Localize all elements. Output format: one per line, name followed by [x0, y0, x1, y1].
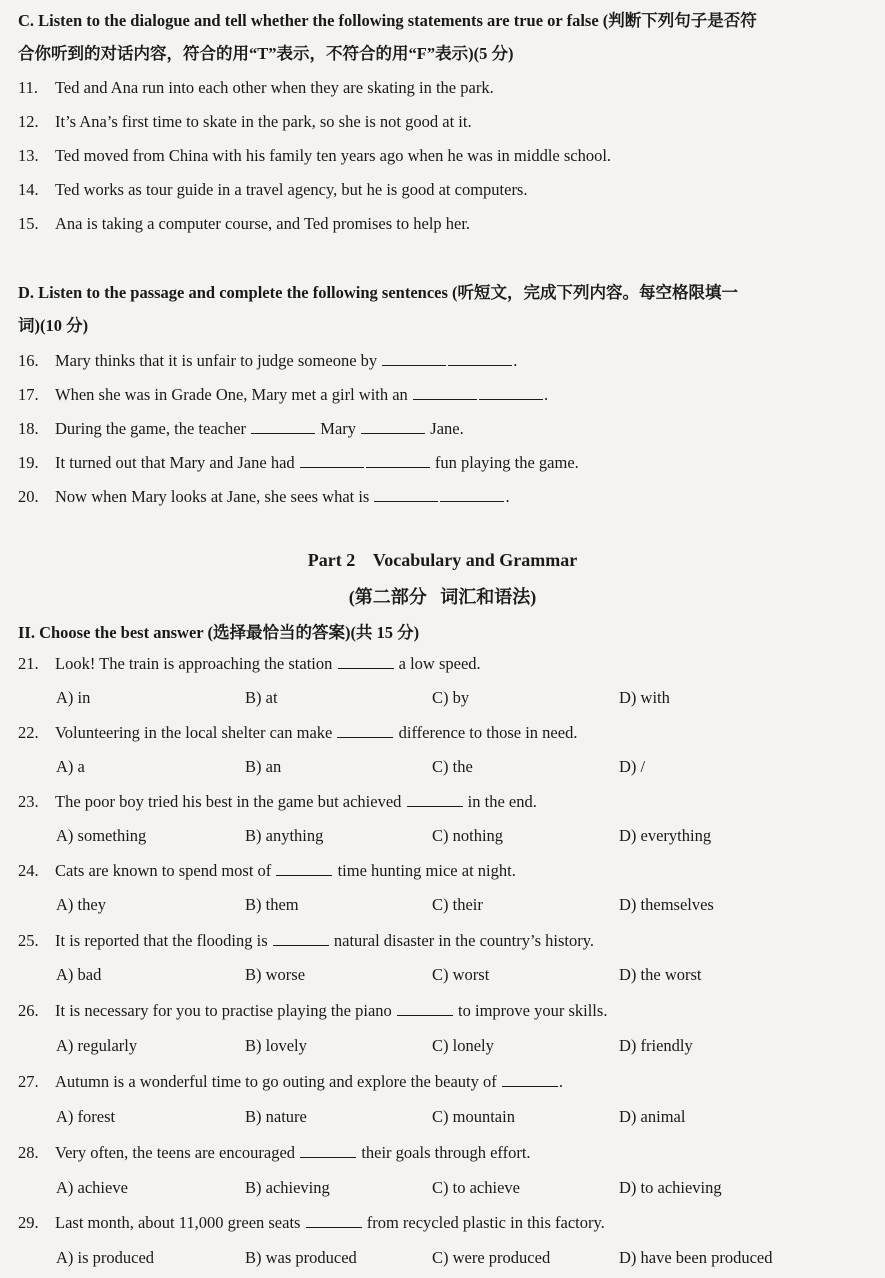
question-21: [18, 653, 868, 675]
option-c[interactable]: C) worst: [432, 965, 490, 984]
option-a[interactable]: A) a: [56, 757, 85, 776]
question-text: Very often, the teens are encouraged: [55, 1143, 296, 1162]
question-number: 23.: [18, 792, 39, 811]
answer-blank[interactable]: [273, 931, 329, 946]
options-25: [0, 965, 885, 987]
answer-blank[interactable]: [413, 385, 477, 400]
question-25: [18, 930, 868, 952]
question-text: Ted and Ana run into each other when they are skating in the park.: [55, 78, 494, 97]
question-text: The poor boy tried his best in the game but achieved: [55, 792, 402, 811]
question-number: 15.: [18, 214, 39, 233]
question-text: Ted moved from China with his family ten years ago when he was in middle school.: [55, 146, 612, 165]
answer-blank[interactable]: [374, 487, 438, 502]
option-b[interactable]: B) an: [245, 757, 282, 776]
option-c[interactable]: C) by: [432, 688, 470, 707]
question-17: [18, 384, 868, 406]
option-a[interactable]: A) is produced: [56, 1248, 155, 1267]
option-c[interactable]: C) their: [432, 895, 483, 914]
question-text-end: a low speed.: [398, 654, 481, 673]
question-text: It is necessary for you to practise playing the piano: [55, 1001, 392, 1020]
option-c[interactable]: C) mountain: [432, 1107, 515, 1126]
question-text: Volunteering in the local shelter can make: [55, 723, 333, 742]
option-d[interactable]: D) to achieving: [619, 1178, 722, 1197]
question-number: 28.: [18, 1143, 39, 1162]
option-b[interactable]: B) nature: [245, 1107, 307, 1126]
options-24: [0, 895, 885, 917]
answer-blank[interactable]: [361, 419, 425, 434]
options-22: [0, 757, 885, 779]
question-text: It’s Ana’s first time to skate in the park, so she is not good at it.: [55, 112, 472, 131]
question-text-end: from recycled plastic in this factory.: [366, 1213, 605, 1232]
option-a[interactable]: A) they: [56, 895, 106, 914]
question-number: 24.: [18, 861, 39, 880]
answer-blank[interactable]: [407, 792, 463, 807]
question-number: 21.: [18, 654, 39, 673]
option-d[interactable]: D) with: [619, 688, 670, 707]
question-16: [18, 350, 868, 372]
answer-blank[interactable]: [448, 351, 512, 366]
options-26: [0, 1036, 885, 1058]
option-b[interactable]: B) lovely: [245, 1036, 307, 1055]
question-text: Last month, about 11,000 green seats: [55, 1213, 301, 1232]
question-18: [18, 418, 868, 440]
option-b[interactable]: B) achieving: [245, 1178, 330, 1197]
option-a[interactable]: A) in: [56, 688, 91, 707]
question-19: [18, 452, 868, 474]
question-text: Mary thinks that it is unfair to judge someone by: [55, 351, 378, 370]
answer-blank[interactable]: [276, 861, 332, 876]
options-29: [0, 1248, 885, 1270]
question-27: [18, 1071, 868, 1093]
question-20: [18, 486, 868, 508]
question-text-end: difference to those in need.: [398, 723, 578, 742]
question-text: It turned out that Mary and Jane had: [55, 453, 295, 472]
option-b[interactable]: B) worse: [245, 965, 306, 984]
question-number: 12.: [18, 112, 39, 131]
question-13: [18, 145, 868, 167]
section-d-heading-line2: 词)(10 分): [18, 316, 89, 335]
option-d[interactable]: D) everything: [619, 826, 712, 845]
question-text-end: their goals through effort.: [361, 1143, 531, 1162]
option-c[interactable]: C) were produced: [432, 1248, 551, 1267]
answer-blank[interactable]: [479, 385, 543, 400]
option-c[interactable]: C) lonely: [432, 1036, 494, 1055]
answer-blank[interactable]: [300, 453, 364, 468]
question-12: [18, 111, 868, 133]
section-d-heading-line1: D. Listen to the passage and complete the following sentences (听短文，完成下列内容。每空格限填一: [18, 283, 739, 302]
section-c-heading: [18, 4, 868, 70]
option-c[interactable]: C) to achieve: [432, 1178, 520, 1197]
option-b[interactable]: B) anything: [245, 826, 324, 845]
option-b[interactable]: B) them: [245, 895, 299, 914]
part-2-subtitle: (第二部分 词汇和语法): [348, 587, 537, 607]
question-11: [18, 77, 868, 99]
option-a[interactable]: A) achieve: [56, 1178, 128, 1197]
option-a[interactable]: A) regularly: [56, 1036, 138, 1055]
answer-blank[interactable]: [502, 1072, 558, 1087]
question-number: 13.: [18, 146, 39, 165]
question-text-end: .: [558, 1072, 563, 1091]
section-ii-heading: II. Choose the best answer (选择最恰当的答案)(共 15 分): [18, 623, 420, 642]
question-text-end: fun playing the game.: [434, 453, 579, 472]
option-d[interactable]: D) animal: [619, 1107, 686, 1126]
option-d[interactable]: D) the worst: [619, 965, 702, 984]
question-number: 29.: [18, 1213, 39, 1232]
option-d[interactable]: D) themselves: [619, 895, 714, 914]
question-text-end: time hunting mice at night.: [337, 861, 516, 880]
answer-blank[interactable]: [306, 1213, 362, 1228]
question-number: 25.: [18, 931, 39, 950]
question-29: [18, 1212, 868, 1234]
question-number: 20.: [18, 487, 39, 506]
question-text: Look! The train is approaching the station: [55, 654, 333, 673]
question-text: Now when Mary looks at Jane, she sees what is: [55, 487, 370, 506]
section-c-heading-line1: C. Listen to the dialogue and tell whether the following statements are true or false (判断下列句子是否符: [18, 11, 757, 30]
answer-blank[interactable]: [366, 453, 430, 468]
options-27: [0, 1107, 885, 1129]
option-b[interactable]: B) at: [245, 688, 278, 707]
question-number: 19.: [18, 453, 39, 472]
question-text: Ted works as tour guide in a travel agency, but he is good at computers.: [55, 180, 528, 199]
option-d[interactable]: D) /: [619, 757, 646, 776]
part-2-title: Part 2 Vocabulary and Grammar: [307, 550, 578, 570]
question-text: It is reported that the flooding is: [55, 931, 268, 950]
option-d[interactable]: D) have been produced: [619, 1248, 773, 1267]
question-text-end: in the end.: [467, 792, 537, 811]
question-number: 26.: [18, 1001, 39, 1020]
question-text: Autumn is a wonderful time to go outing and explore the beauty of: [55, 1072, 497, 1091]
question-number: 18.: [18, 419, 39, 438]
question-15: [18, 213, 868, 235]
question-number: 16.: [18, 351, 39, 370]
question-text: Ana is taking a computer course, and Ted promises to help her.: [55, 214, 471, 233]
question-text: Cats are known to spend most of: [55, 861, 272, 880]
answer-blank[interactable]: [397, 1001, 453, 1016]
option-c[interactable]: C) the: [432, 757, 473, 776]
question-number: 14.: [18, 180, 39, 199]
question-number: 17.: [18, 385, 39, 404]
answer-blank[interactable]: [382, 351, 446, 366]
section-c-heading-line2: 合你听到的对话内容，符合的用“T”表示，不符合的用“F”表示)(5 分): [18, 44, 514, 63]
section-d-heading: [18, 276, 868, 342]
answer-blank[interactable]: [440, 487, 504, 502]
question-26: [18, 1000, 868, 1022]
option-a[interactable]: A) bad: [56, 965, 102, 984]
option-b[interactable]: B) was produced: [245, 1248, 357, 1267]
question-text-end: .: [543, 385, 549, 404]
answer-blank[interactable]: [337, 723, 393, 738]
option-d[interactable]: D) friendly: [619, 1036, 693, 1055]
option-c[interactable]: C) nothing: [432, 826, 504, 845]
answer-blank[interactable]: [300, 1143, 356, 1158]
question-text-end: Jane.: [430, 419, 464, 438]
options-23: [0, 826, 885, 848]
options-21: [0, 688, 885, 710]
question-text: During the game, the teacher: [55, 419, 247, 438]
option-a[interactable]: A) forest: [56, 1107, 116, 1126]
question-text-end: .: [513, 351, 518, 370]
option-a[interactable]: A) something: [56, 826, 147, 845]
question-number: 27.: [18, 1072, 39, 1091]
question-22: [18, 722, 868, 744]
question-text-middle: Mary: [320, 419, 357, 438]
question-text: When she was in Grade One, Mary met a girl with an: [55, 385, 408, 404]
answer-blank[interactable]: [338, 654, 394, 669]
question-24: [18, 860, 868, 882]
options-28: [0, 1178, 885, 1200]
answer-blank[interactable]: [251, 419, 315, 434]
question-text-end: to improve your skills.: [458, 1001, 608, 1020]
question-14: [18, 179, 868, 201]
question-number: 22.: [18, 723, 39, 742]
question-number: 11.: [18, 78, 39, 97]
question-text-end: .: [505, 487, 510, 506]
question-23: [18, 791, 868, 813]
question-28: [18, 1142, 868, 1164]
question-text-end: natural disaster in the country’s history.: [333, 931, 594, 950]
